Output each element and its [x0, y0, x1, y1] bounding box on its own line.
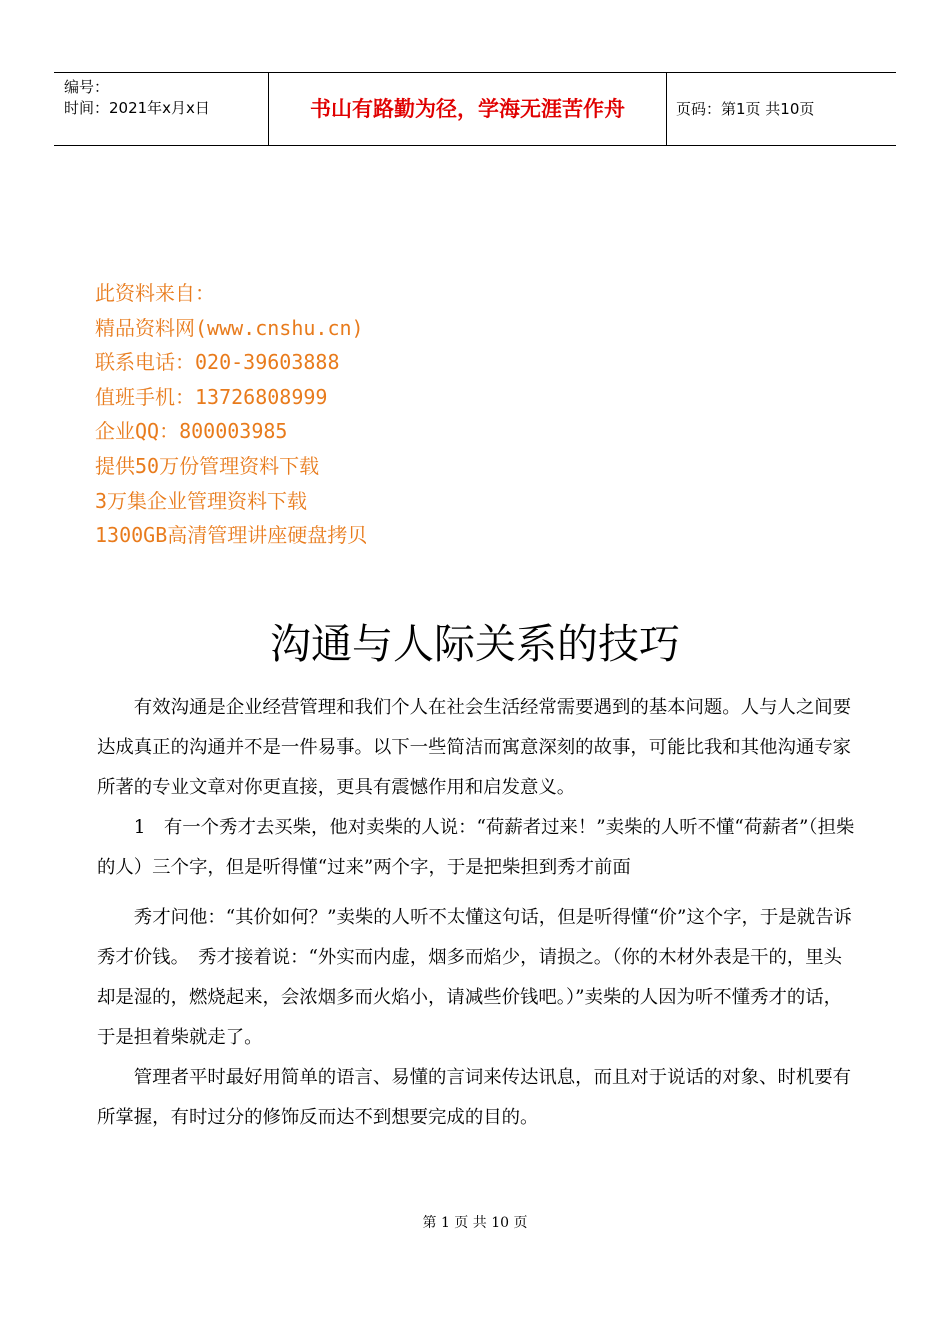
source-line: 此资料来自：	[95, 281, 215, 305]
page-header	[54, 72, 896, 146]
source-info-block	[95, 276, 367, 553]
body-paragraph: 有效沟通是企业经营管理和我们个人在社会生活经常需要遇到的基本问题。人与人之间要达成真正的沟通并不是一件易事。以下一些简洁而寓意深刻的故事，可能比我和其他沟通专家所著的专业文章对你更直接，更具有震憾作用和启发意义。	[97, 697, 852, 798]
body-paragraph: 管理者平时最好用简单的语言、易懂的言词来传达讯息，而且对于说话的对象、时机要有所掌握，有时过分的修饰反而达不到想要完成的目的。	[97, 1067, 852, 1128]
source-line: 精品资料网(www.cnshu.cn)	[95, 315, 364, 340]
source-line: 1300GB高清管理讲座硬盘拷贝	[95, 523, 368, 548]
source-line: 3万集企业管理资料下载	[95, 488, 308, 513]
source-line: 联系电话：020-39603888	[95, 350, 340, 375]
source-line: 提供50万份管理资料下载	[95, 453, 320, 478]
body-paragraph: 1 有一个秀才去买柴，他对卖柴的人说：“荷薪者过来！”卖柴的人听不懂“荷薪者”（担柴的人）三个字，但是听得懂“过来”两个字，于是把柴担到秀才前面	[97, 817, 855, 878]
header-page-number: 页码：第1页 共10页	[676, 100, 815, 118]
document-time-label: 时间：2021年x月x日	[64, 99, 210, 117]
document-title: 沟通与人际关系的技巧	[270, 620, 680, 668]
document-number-label: 编号：	[64, 78, 110, 96]
source-line: 值班手机：13726808999	[95, 384, 328, 409]
body-paragraph: 秀才问他：“其价如何？”卖柴的人听不太懂这句话，但是听得懂“价”这个字，于是就告诉秀才价钱。 秀才接着说：“外实而内虚，烟多而焰少，请损之。（你的木材外表是干的，里头却是湿的，燃烧起来，会浓烟多而火焰小，请减些价钱吧。）”卖柴的人因为听不懂秀才的话，于是担着柴就走了。	[97, 907, 852, 1048]
source-line: 企业QQ：800003985	[95, 419, 288, 444]
page-footer: 第 1 页 共 10 页	[422, 1215, 528, 1231]
header-meta	[64, 77, 210, 119]
header-motto: 书山有路勤为径，学海无涯苦作舟	[310, 96, 625, 121]
header-divider	[666, 73, 667, 145]
document-body	[97, 688, 857, 1138]
